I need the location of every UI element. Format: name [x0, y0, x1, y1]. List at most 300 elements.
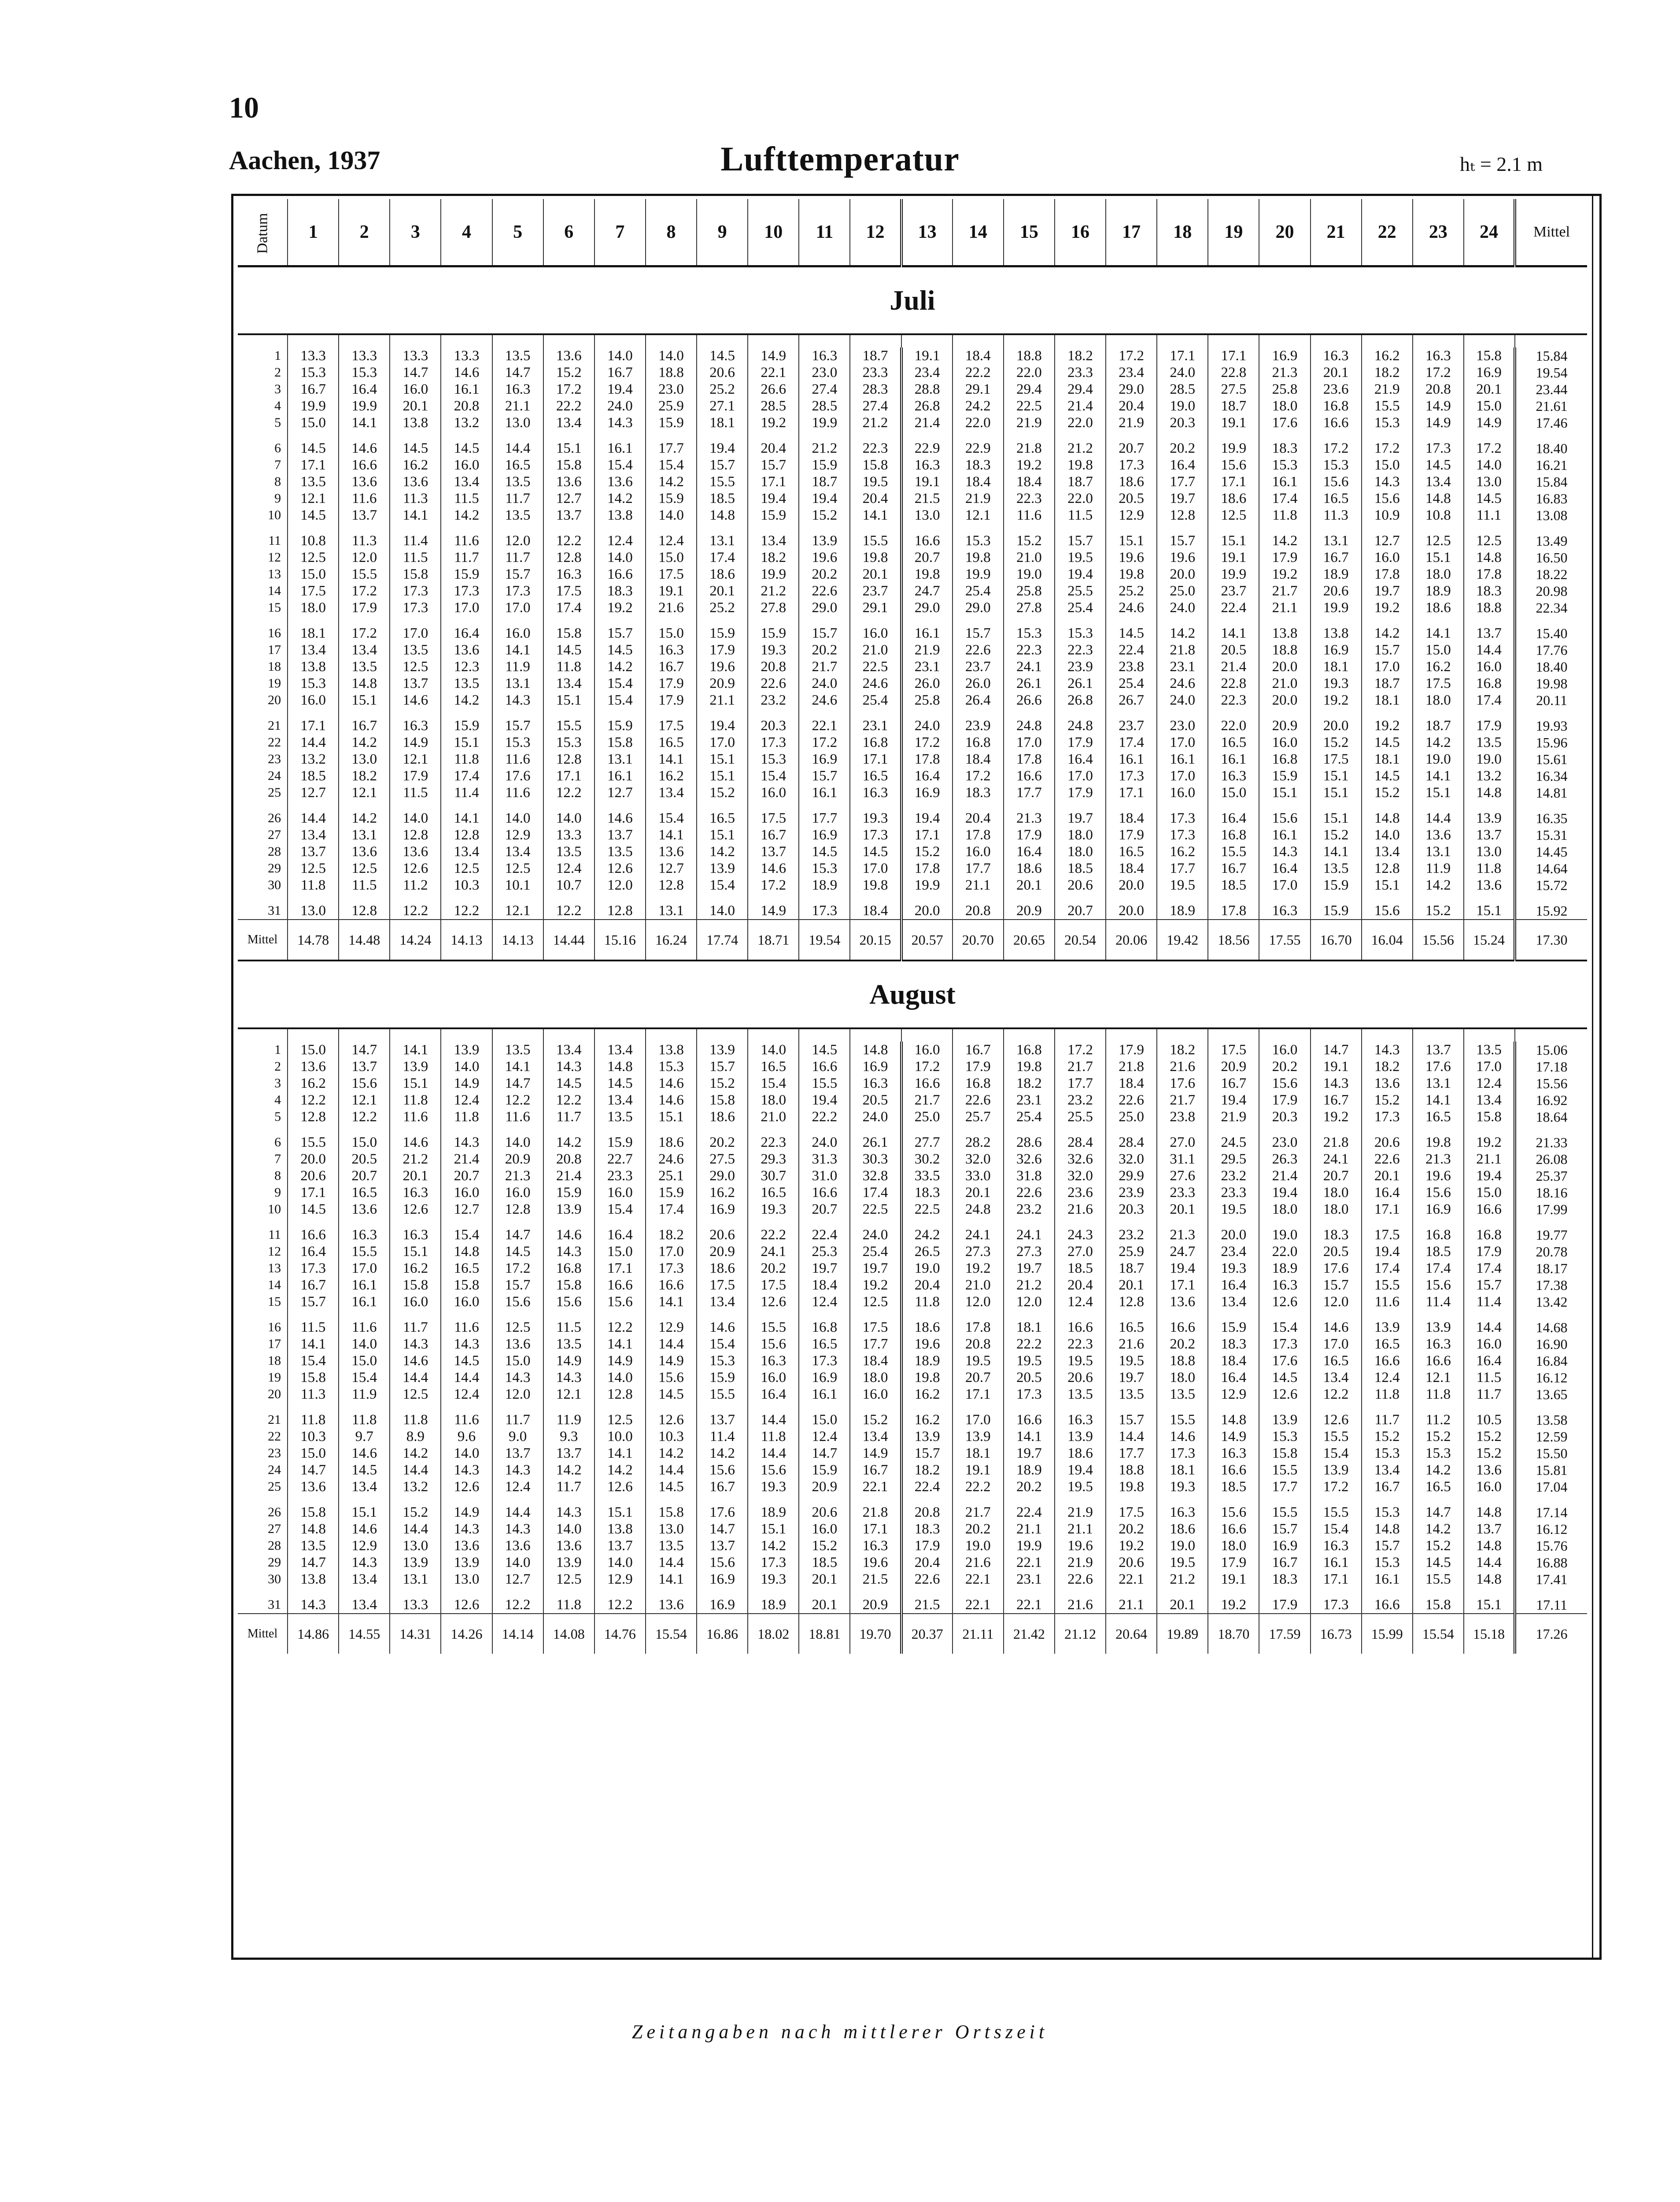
temp-cell: 17.8	[1004, 751, 1055, 768]
day-cell: 18	[268, 1353, 281, 1368]
temp-cell: 15.1	[1362, 877, 1413, 894]
day-cell: 31	[268, 1597, 281, 1612]
temp-cell: 12.9	[1106, 507, 1157, 524]
temp-cell: 14.0	[646, 507, 697, 524]
temp-cell: 16.0	[748, 1369, 799, 1386]
temp-cell: 16.7	[1208, 1075, 1259, 1092]
temp-cell: 19.4	[1055, 1462, 1106, 1478]
temp-cell: 13.7	[543, 507, 594, 524]
temp-cell: 14.0	[441, 1445, 492, 1462]
temp-cell: 18.9	[1413, 583, 1464, 599]
temp-cell: 15.8	[1464, 347, 1515, 364]
temp-cell: 15.9	[1311, 894, 1362, 920]
temp-cell: 25.4	[1106, 675, 1157, 692]
temp-cell: 17.1	[1311, 1571, 1362, 1588]
temp-cell: 15.8	[1413, 1588, 1464, 1614]
temp-cell: 15.2	[799, 1537, 850, 1554]
table-row	[238, 1588, 1587, 1614]
temp-cell: 15.7	[1157, 524, 1208, 549]
temp-cell: 14.4	[288, 801, 339, 827]
temp-cell: 19.2	[1362, 709, 1413, 734]
temp-cell: 13.7	[390, 675, 441, 692]
hour-header: 6	[543, 199, 594, 266]
temp-cell: 27.3	[1004, 1243, 1055, 1260]
table-row	[238, 751, 1587, 768]
temp-cell: 16.1	[594, 768, 646, 784]
temp-cell: 15.2	[1362, 1092, 1413, 1108]
day-cell: 13	[268, 567, 281, 581]
temp-cell: 24.6	[646, 1151, 697, 1168]
temp-cell: 20.8	[953, 1336, 1004, 1352]
temp-cell: 15.5	[339, 1243, 390, 1260]
temp-cell: 22.3	[1055, 642, 1106, 658]
temp-cell: 18.3	[1259, 431, 1310, 457]
temp-cell: 13.8	[1259, 616, 1310, 642]
temp-cell: 13.1	[1413, 843, 1464, 860]
temp-cell: 18.8	[1106, 1462, 1157, 1478]
temp-cell: 22.6	[1004, 1184, 1055, 1201]
temp-cell: 27.1	[697, 398, 748, 414]
temp-cell: 16.0	[953, 843, 1004, 860]
temp-cell: 9.7	[339, 1428, 390, 1445]
temp-cell: 14.5	[799, 1042, 850, 1058]
temp-cell: 14.9	[1208, 1428, 1259, 1445]
day-cell: 16	[268, 626, 281, 640]
temp-cell: 14.1	[594, 1336, 646, 1352]
temp-cell: 11.8	[748, 1428, 799, 1445]
temp-cell: 20.7	[901, 549, 953, 566]
temp-cell: 10.3	[288, 1428, 339, 1445]
temp-cell: 14.6	[390, 1352, 441, 1369]
daily-mean-cell: 15.81	[1515, 1462, 1587, 1478]
temp-cell: 16.5	[492, 457, 543, 473]
month-name: August	[238, 961, 1587, 1028]
temp-cell: 15.2	[697, 784, 748, 801]
temp-cell: 15.1	[748, 1521, 799, 1537]
temp-cell: 26.1	[1055, 675, 1106, 692]
temp-cell: 14.6	[339, 1445, 390, 1462]
temp-cell: 14.0	[594, 1554, 646, 1571]
day-cell: 4	[274, 399, 281, 413]
temp-cell: 12.1	[492, 894, 543, 920]
temp-cell: 26.6	[1004, 692, 1055, 709]
daily-mean-cell: 19.93	[1515, 709, 1587, 734]
daily-mean-cell: 14.64	[1515, 860, 1587, 877]
temp-cell: 21.0	[748, 1108, 799, 1125]
temp-cell: 12.0	[1311, 1293, 1362, 1310]
mean-cell: 20.06	[1106, 920, 1157, 961]
temp-cell: 17.2	[339, 616, 390, 642]
temp-cell: 18.7	[1055, 473, 1106, 490]
temp-cell: 15.3	[1311, 457, 1362, 473]
temp-cell: 17.9	[1259, 549, 1310, 566]
temp-cell: 21.9	[1004, 414, 1055, 431]
temp-cell: 18.3	[594, 583, 646, 599]
temp-cell: 11.8	[1413, 1386, 1464, 1403]
temp-cell: 15.3	[748, 751, 799, 768]
temp-cell: 14.1	[850, 507, 901, 524]
temp-cell: 16.0	[492, 1184, 543, 1201]
temp-cell: 16.0	[441, 1293, 492, 1310]
temp-cell: 14.8	[697, 507, 748, 524]
temp-cell: 11.6	[339, 1310, 390, 1336]
hour-header: 19	[1208, 199, 1259, 266]
temp-cell: 16.0	[1259, 734, 1310, 751]
temp-cell: 16.6	[1413, 1352, 1464, 1369]
temp-cell: 22.1	[850, 1478, 901, 1495]
temp-cell: 22.6	[1362, 1151, 1413, 1168]
table-row	[238, 642, 1587, 658]
temp-cell: 19.5	[953, 1352, 1004, 1369]
day-cell: 17	[268, 643, 281, 657]
temp-cell: 15.1	[1311, 768, 1362, 784]
day-cell: 31	[268, 903, 281, 918]
temp-cell: 16.6	[1362, 1352, 1413, 1369]
daily-mean-cell: 14.81	[1515, 784, 1587, 801]
temp-cell: 13.4	[288, 642, 339, 658]
temp-cell: 14.3	[543, 1495, 594, 1521]
temp-cell: 20.5	[1106, 490, 1157, 507]
hour-header: 14	[953, 199, 1004, 266]
temp-cell: 22.7	[594, 1151, 646, 1168]
temp-cell: 19.6	[1157, 549, 1208, 566]
temp-cell: 11.1	[1464, 507, 1515, 524]
temp-cell: 18.8	[1157, 1352, 1208, 1369]
temp-cell: 18.8	[646, 364, 697, 381]
daily-mean-cell: 15.84	[1515, 347, 1587, 364]
day-cell: 2	[274, 1059, 281, 1074]
temp-cell: 14.8	[594, 1058, 646, 1075]
temp-cell: 15.6	[697, 1462, 748, 1478]
temp-cell: 21.8	[1106, 1058, 1157, 1075]
temp-cell: 13.6	[339, 473, 390, 490]
temp-cell: 28.8	[901, 381, 953, 398]
temp-cell: 13.8	[594, 507, 646, 524]
temp-cell: 13.4	[1362, 1462, 1413, 1478]
temp-cell: 15.6	[1208, 1495, 1259, 1521]
temp-cell: 19.2	[1106, 1537, 1157, 1554]
temp-cell: 18.7	[799, 473, 850, 490]
temp-cell: 11.7	[1464, 1386, 1515, 1403]
temp-cell: 15.5	[1311, 1428, 1362, 1445]
temp-cell: 14.4	[492, 431, 543, 457]
temp-cell: 12.4	[1055, 1293, 1106, 1310]
temp-cell: 29.9	[1106, 1168, 1157, 1184]
temp-cell: 18.5	[697, 490, 748, 507]
temp-cell: 16.3	[1259, 1277, 1310, 1293]
daily-mean-cell: 15.56	[1515, 1075, 1587, 1092]
daily-mean-cell: 18.64	[1515, 1108, 1587, 1125]
hour-header: 1	[288, 199, 339, 266]
temp-cell: 16.7	[1362, 1478, 1413, 1495]
table-row	[238, 709, 1587, 734]
temp-cell: 17.1	[1157, 1277, 1208, 1293]
temp-cell: 9.0	[492, 1428, 543, 1445]
temp-cell: 16.6	[594, 1277, 646, 1293]
temp-cell: 25.2	[697, 381, 748, 398]
temp-cell: 13.4	[697, 1293, 748, 1310]
hourly-mean-row	[238, 920, 1587, 961]
temp-cell: 17.9	[646, 692, 697, 709]
temp-cell: 11.9	[339, 1386, 390, 1403]
temp-cell: 22.0	[953, 414, 1004, 431]
mean-cell: 14.48	[339, 920, 390, 961]
temp-cell: 14.2	[339, 734, 390, 751]
hour-header: 8	[646, 199, 697, 266]
temp-cell: 12.8	[646, 877, 697, 894]
temp-cell: 13.5	[1464, 1042, 1515, 1058]
temp-cell: 17.0	[1311, 1336, 1362, 1352]
temp-cell: 16.3	[646, 642, 697, 658]
temp-cell: 16.3	[1208, 768, 1259, 784]
temp-cell: 17.1	[288, 457, 339, 473]
temp-cell: 14.7	[492, 1075, 543, 1092]
temp-cell: 12.1	[339, 784, 390, 801]
temp-cell: 17.5	[646, 566, 697, 583]
temp-cell: 17.1	[901, 827, 953, 843]
table-row	[238, 843, 1587, 860]
temp-cell: 16.3	[1157, 1495, 1208, 1521]
day-cell: 28	[268, 1538, 281, 1553]
temp-cell: 17.7	[799, 801, 850, 827]
temp-cell: 32.0	[1055, 1168, 1106, 1184]
temp-cell: 19.3	[1208, 1260, 1259, 1277]
hour-header: 21	[1311, 199, 1362, 266]
table-row	[238, 1201, 1587, 1218]
temp-cell: 15.4	[339, 1369, 390, 1386]
mean-cell: 17.26	[1515, 1614, 1587, 1654]
temp-cell: 14.6	[339, 1521, 390, 1537]
temp-cell: 17.7	[1157, 473, 1208, 490]
temp-cell: 22.3	[748, 1125, 799, 1151]
temp-cell: 16.3	[850, 1537, 901, 1554]
temp-cell: 14.3	[594, 414, 646, 431]
table-row	[238, 1336, 1587, 1352]
temp-cell: 17.0	[339, 1260, 390, 1277]
temp-cell: 15.7	[1055, 524, 1106, 549]
temp-cell: 18.5	[1208, 1478, 1259, 1495]
temp-cell: 19.8	[953, 549, 1004, 566]
temp-cell: 14.2	[1362, 616, 1413, 642]
temp-cell: 20.0	[1157, 566, 1208, 583]
temp-cell: 17.5	[1106, 1495, 1157, 1521]
temp-cell: 16.5	[339, 1184, 390, 1201]
hour-header: 5	[492, 199, 543, 266]
daily-mean-cell: 15.40	[1515, 616, 1587, 642]
day-cell: 14	[268, 1278, 281, 1292]
temp-cell: 13.7	[1464, 827, 1515, 843]
temp-cell: 21.4	[901, 414, 953, 431]
temp-cell: 14.0	[543, 801, 594, 827]
temp-cell: 16.1	[1157, 751, 1208, 768]
temp-cell: 15.0	[288, 566, 339, 583]
daily-mean-cell: 17.46	[1515, 414, 1587, 431]
temp-cell: 21.7	[1157, 1092, 1208, 1108]
temp-cell: 20.6	[1106, 1554, 1157, 1571]
temp-cell: 21.8	[1311, 1125, 1362, 1151]
temp-cell: 12.7	[492, 1571, 543, 1588]
temp-cell: 19.3	[748, 1478, 799, 1495]
temp-cell: 13.2	[390, 1478, 441, 1495]
temp-cell: 15.7	[901, 1445, 953, 1462]
temp-cell: 13.0	[1464, 843, 1515, 860]
temp-cell: 14.0	[594, 549, 646, 566]
temp-cell: 27.7	[901, 1125, 953, 1151]
temp-cell: 13.3	[390, 347, 441, 364]
temp-cell: 15.0	[1208, 784, 1259, 801]
temp-cell: 12.1	[953, 507, 1004, 524]
temp-cell: 16.5	[697, 801, 748, 827]
temp-cell: 14.4	[646, 1462, 697, 1478]
temp-cell: 20.1	[390, 1168, 441, 1184]
temp-cell: 12.6	[1259, 1293, 1310, 1310]
mean-cell: 17.59	[1259, 1614, 1310, 1654]
temp-cell: 17.4	[697, 549, 748, 566]
temp-cell: 22.5	[1004, 398, 1055, 414]
height-note: hₜ = 2.1 m	[1460, 153, 1543, 175]
temp-cell: 11.3	[390, 490, 441, 507]
table-row	[238, 457, 1587, 473]
temp-cell: 28.5	[748, 398, 799, 414]
temp-cell: 19.2	[1362, 599, 1413, 616]
table-row	[238, 1428, 1587, 1445]
hour-header: 18	[1157, 199, 1208, 266]
temp-cell: 17.3	[1157, 827, 1208, 843]
temp-cell: 19.1	[953, 1462, 1004, 1478]
temp-cell: 16.2	[901, 1386, 953, 1403]
temp-cell: 20.0	[1311, 709, 1362, 734]
temp-cell: 21.1	[1259, 599, 1310, 616]
daily-mean-cell: 16.92	[1515, 1092, 1587, 1108]
day-cell: 3	[274, 382, 281, 396]
temp-cell: 24.2	[901, 1218, 953, 1243]
day-cell: 23	[268, 752, 281, 766]
temp-cell: 14.7	[288, 1462, 339, 1478]
temp-cell: 16.8	[543, 1260, 594, 1277]
temp-cell: 23.7	[1208, 583, 1259, 599]
temp-cell: 14.4	[492, 1495, 543, 1521]
mean-cell: 14.13	[441, 920, 492, 961]
temp-cell: 17.7	[953, 860, 1004, 877]
hour-header: 13	[901, 199, 953, 266]
temp-cell: 15.1	[543, 431, 594, 457]
temp-cell: 16.5	[646, 734, 697, 751]
temp-cell: 23.1	[1004, 1092, 1055, 1108]
temp-cell: 19.6	[1106, 549, 1157, 566]
daily-mean-cell: 15.92	[1515, 894, 1587, 920]
mean-cell: 17.74	[697, 920, 748, 961]
temp-cell: 12.8	[339, 894, 390, 920]
temp-cell: 14.3	[492, 692, 543, 709]
temp-cell: 15.2	[1362, 1428, 1413, 1445]
temp-cell: 24.0	[799, 675, 850, 692]
temp-cell: 13.9	[953, 1428, 1004, 1445]
temp-cell: 19.4	[697, 709, 748, 734]
day-cell: 8	[274, 1168, 281, 1183]
temp-cell: 14.3	[543, 1058, 594, 1075]
temp-cell: 13.6	[1464, 877, 1515, 894]
temp-cell: 16.9	[799, 1369, 850, 1386]
temp-cell: 19.9	[799, 414, 850, 431]
temp-cell: 15.1	[646, 1108, 697, 1125]
temp-cell: 16.1	[1259, 473, 1310, 490]
temp-cell: 22.3	[1004, 490, 1055, 507]
temp-cell: 24.0	[1157, 692, 1208, 709]
temp-cell: 12.9	[1208, 1386, 1259, 1403]
temp-cell: 26.4	[953, 692, 1004, 709]
temp-cell: 22.6	[1106, 1092, 1157, 1108]
temp-cell: 15.5	[1157, 1403, 1208, 1428]
temp-cell: 21.4	[1259, 1168, 1310, 1184]
temp-cell: 14.9	[748, 347, 799, 364]
day-cell: 27	[268, 828, 281, 842]
temp-cell: 14.8	[1208, 1403, 1259, 1428]
temp-cell: 18.2	[1362, 1058, 1413, 1075]
temp-cell: 11.6	[1004, 507, 1055, 524]
temp-cell: 13.8	[390, 414, 441, 431]
temp-cell: 15.3	[288, 364, 339, 381]
temp-cell: 18.6	[1208, 490, 1259, 507]
temp-cell: 17.5	[543, 583, 594, 599]
daily-mean-cell: 17.41	[1515, 1571, 1587, 1588]
temp-cell: 19.0	[1259, 1218, 1310, 1243]
day-cell: 12	[268, 1244, 281, 1259]
temp-cell: 15.0	[646, 549, 697, 566]
temp-cell: 19.3	[1157, 1478, 1208, 1495]
temp-cell: 12.9	[594, 1571, 646, 1588]
temp-cell: 21.9	[1055, 1495, 1106, 1521]
temp-cell: 15.8	[441, 1277, 492, 1293]
temp-cell: 13.4	[1464, 1092, 1515, 1108]
temp-cell: 19.3	[850, 801, 901, 827]
temp-cell: 19.5	[1055, 549, 1106, 566]
temp-cell: 18.2	[339, 768, 390, 784]
page-title: Lufttemperatur	[720, 140, 960, 178]
temp-cell: 15.8	[594, 734, 646, 751]
temp-cell: 14.5	[1259, 1369, 1310, 1386]
temp-cell: 17.3	[850, 827, 901, 843]
temp-cell: 21.2	[799, 431, 850, 457]
temp-cell: 12.4	[594, 524, 646, 549]
temp-cell: 28.6	[1004, 1125, 1055, 1151]
temp-cell: 21.7	[953, 1495, 1004, 1521]
temp-cell: 14.0	[1464, 457, 1515, 473]
temp-cell: 15.4	[697, 877, 748, 894]
temp-cell: 15.6	[748, 1462, 799, 1478]
temp-cell: 18.3	[953, 457, 1004, 473]
temp-cell: 23.6	[1311, 381, 1362, 398]
temp-cell: 13.8	[594, 1521, 646, 1537]
temp-cell: 19.4	[748, 490, 799, 507]
temp-cell: 21.2	[850, 414, 901, 431]
temp-cell: 22.0	[1208, 709, 1259, 734]
temp-cell: 16.1	[339, 1293, 390, 1310]
temp-cell: 11.8	[339, 1403, 390, 1428]
day-cell: 20	[268, 1387, 281, 1401]
temp-cell: 15.3	[1259, 457, 1310, 473]
temp-cell: 18.5	[288, 768, 339, 784]
mittel-label: Mittel	[238, 920, 288, 961]
temp-cell: 14.7	[288, 1554, 339, 1571]
temp-cell: 14.1	[1413, 768, 1464, 784]
temp-cell: 11.3	[288, 1386, 339, 1403]
temp-cell: 13.4	[441, 843, 492, 860]
temp-cell: 28.5	[799, 398, 850, 414]
mean-cell: 14.24	[390, 920, 441, 961]
temp-cell: 18.6	[1157, 1521, 1208, 1537]
temp-cell: 16.4	[748, 1386, 799, 1403]
temp-cell: 18.9	[748, 1495, 799, 1521]
